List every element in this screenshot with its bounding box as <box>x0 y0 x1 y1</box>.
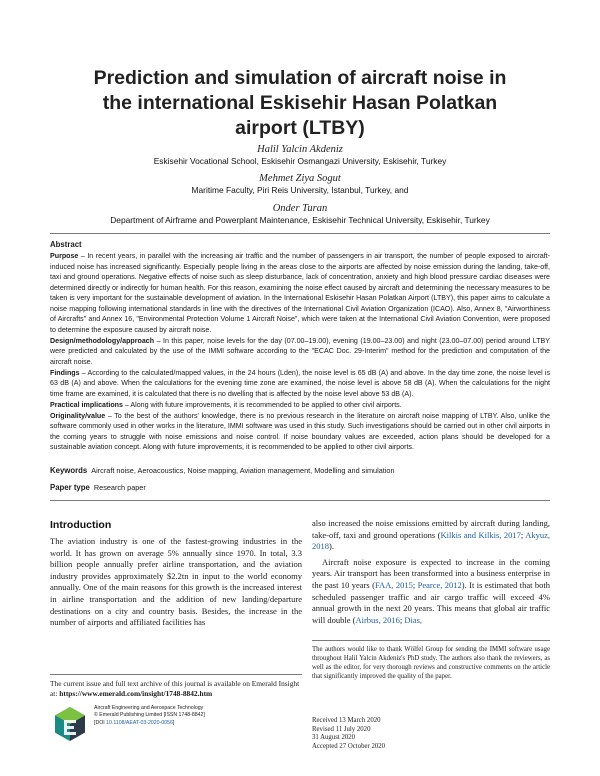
archive-text: The current issue and full text archive of this journal is available on Emerald Insight at: <box>50 679 300 698</box>
paper-title <box>40 66 560 141</box>
title-line: airport (LTBY) <box>235 117 365 139</box>
doi-link[interactable]: 10.1108/AEAT-03-2020-0056 <box>106 719 173 726</box>
keywords-text: Aircraft noise, Aeroacoustics, Noise mapping, Aviation management, Modelling and simulation <box>91 466 395 475</box>
author-name: Mehmet Ziya Sogut <box>259 173 341 184</box>
author-affiliation: Eskisehir Vocational School, Eskisehir Osmangazi University, Eskisehir, Turkey <box>153 156 447 166</box>
citation-link[interactable]: Kilkis and Kilkis, 2017 <box>440 529 521 540</box>
abstract-label: Practical implications <box>50 400 123 409</box>
abstract-label: Findings <box>50 368 80 377</box>
abstract <box>50 240 550 453</box>
left-column <box>50 536 302 629</box>
body-text: Aircraft noise exposure is expected to increase in the coming years. Air transport has been transformed into a business enterprise in the past 10 years ( <box>312 556 550 590</box>
keywords-label: Keywords <box>50 466 88 475</box>
citation-link[interactable]: Airbus, 2016 <box>355 614 400 625</box>
author-name: Onder Turan <box>272 203 328 214</box>
abstract-text: – According to the calculated/mapped values, in the 24 hours (Lden), the noise level is 65 dB (A) and above. In the day time zone, the noise level is 63 dB (A) and above. When the calculations for the evening time zone are examined, the noise level is above 58 dB (A). When the calculations for the night time frame are examined, it is calculated that there is no dwelling that is affected by the noise level above 53 dB (A). <box>50 368 550 398</box>
journal-publisher: © Emerald Publishing Limited [ISSN 1748-8842] <box>94 712 205 719</box>
body-text: ). It is estimated that both scheduled passenger traffic and air cargo traffic will exceed 4% annual growth in the next 20 years. This means that global air traffic will double ( <box>312 579 551 625</box>
citation-link[interactable]: Pearce, 2012 <box>417 579 462 590</box>
citation-link[interactable]: FAA, 2015 <box>374 579 413 590</box>
section-heading: Introduction <box>50 519 112 531</box>
abstract-text: – In recent years, in parallel with the increasing air traffic and the number of passengers in air transport, the number of people exposed to aircraft-induced noise has increased significantly. Especially people living in the areas close to the airports are affected by noise emission during the landing, take-off, taxi and ground operations. Negative effects of noise such as sleep disturbance, lack of concentration, anxiety and high blood pressure cardiac diseases were determined directly or indirectly for human health. For this reason, examining the noise effect caused by aircraft and determining the necessary measures to be taken is very important for the sustainable development of aviation. In the International Eskisehir Hasan Polatkan Airport (LTBY), this paper aims to calculate a noise mapping following international standards in line with the directives of the International Civil Aviation Organization (ICAO). Also, Annex 8, "Airworthiness of Aircrafts" and Annex 16, "Environmental Protection Volume 1 Aircraft Noise", which were taken at the International Civil Aviation Convention, were proposed to determine the exposure caused by aircraft noise. <box>50 252 550 334</box>
body-text: ; <box>520 529 526 540</box>
abstract-label: Design/methodology/approach <box>50 336 155 345</box>
abstract-heading: Abstract <box>50 240 82 249</box>
divider <box>50 233 550 234</box>
body-text: ; <box>399 614 405 625</box>
abstract-design <box>50 336 550 368</box>
journal-info <box>94 705 294 727</box>
abstract-text: – Along with future improvements, it is recommended to be applied to other civil airports. <box>122 400 402 409</box>
divider <box>50 500 550 501</box>
abstract-practical <box>50 400 550 411</box>
abstract-label: Purpose <box>50 252 79 260</box>
keywords <box>50 466 550 476</box>
revised-date: Revised 11 July 2020 <box>312 725 371 733</box>
author-name: Halil Yalcin Akdeniz <box>257 144 343 155</box>
received-date: Received 13 March 2020 <box>312 717 381 724</box>
doi-suffix: ] <box>172 719 175 726</box>
author-affiliation: Maritime Faculty, Piri Reis University, Istanbul, Turkey, and <box>191 185 409 195</box>
abstract-text: – In this paper, noise levels for the day (07.00–19.00), evening (19.00–23.00) and night (23.00–07.00) period around LTBY were predicted and calculated by the use of the IMMI software according to the "ECAC Doc. 29-Interim" method for the prediction and computation of the aircraft noise. <box>50 336 550 366</box>
divider <box>50 674 302 675</box>
body-paragraph <box>312 557 550 627</box>
abstract-purpose <box>50 251 550 335</box>
author-block <box>0 143 600 167</box>
citation-link[interactable]: Akyuz, 2018 <box>312 529 550 552</box>
emerald-logo-icon <box>52 706 88 742</box>
citation-link[interactable]: Dias, <box>404 614 423 625</box>
author-block <box>0 202 600 226</box>
body-paragraph: The aviation industry is one of the fastest-growing industries in the world. It has grown on average 5% annually since 1970. In total, 3.3 billion people annually prefer airline transportation, and the aviation industry provides approximately $2.2tn in input to the world economy annually. One of the main reasons for this growth is the increased interest in airline transportation and the addition of new landing/departure destinations on a city and country basis. Besides, the increase in the number of airports and affiliated facilities has <box>50 536 302 628</box>
author-affiliation: Department of Airframe and Powerplant Maintenance, Eskisehir Technical University, Eskisehir, Turkey <box>110 215 490 225</box>
abstract-originality <box>50 411 550 453</box>
body-text: ). <box>329 541 334 552</box>
paper-type <box>50 483 550 493</box>
acknowledgement: The authors would like to thank Wölfel Group for sending the IMMI software usage throughout Halil Yalcin Akdeniz's PhD study. The authors also thank the reviewers, as well as the editor, for very thorough reviews and constructive comments on the article that significantly improved the quality of the paper. <box>312 646 550 680</box>
journal-doi <box>94 720 294 727</box>
divider <box>312 640 550 641</box>
title-line: the international Eskisehir Hasan Polatkan <box>102 92 498 114</box>
author-block <box>0 172 600 196</box>
paper-type-label: Paper type <box>50 483 90 492</box>
archive-note <box>50 679 302 699</box>
article-dates <box>312 717 550 751</box>
abstract-findings <box>50 368 550 400</box>
title-line: Prediction and simulation of aircraft noise in <box>93 67 507 89</box>
abstract-label: Originality/value <box>50 411 106 420</box>
revised-date: 31 August 2020 <box>312 734 356 742</box>
accepted-date: Accepted 27 October 2020 <box>312 742 386 750</box>
journal-name: Aircraft Engineering and Aerospace Technology <box>94 705 204 711</box>
right-column <box>312 518 550 626</box>
doi-prefix: [DOI <box>94 719 107 726</box>
body-paragraph <box>312 518 550 553</box>
archive-url[interactable]: https://www.emerald.com/insight/1748-8842.htm <box>59 689 213 698</box>
paper-type-text: Research paper <box>93 483 146 492</box>
body-text: also increased the noise emissions emitted by aircraft during landing, take-off, taxi and ground operations ( <box>312 518 550 540</box>
body-text: ; <box>412 579 418 590</box>
abstract-text: – To the best of the authors' knowledge, there is no previous research in the literature on aircraft noise mapping of LTBY. Also, unlike the software commonly used in other works in the literature, IMMI software was used in this study. Such investigations should be carried out in other civil airports in the coming years to struggle with noise emissions and noise control. If noise boundary values are exceeded, action plans should be developed for a sustainable aviation concept. Along with future improvements, it is recommended to be applied to other civil airports. <box>50 411 550 451</box>
